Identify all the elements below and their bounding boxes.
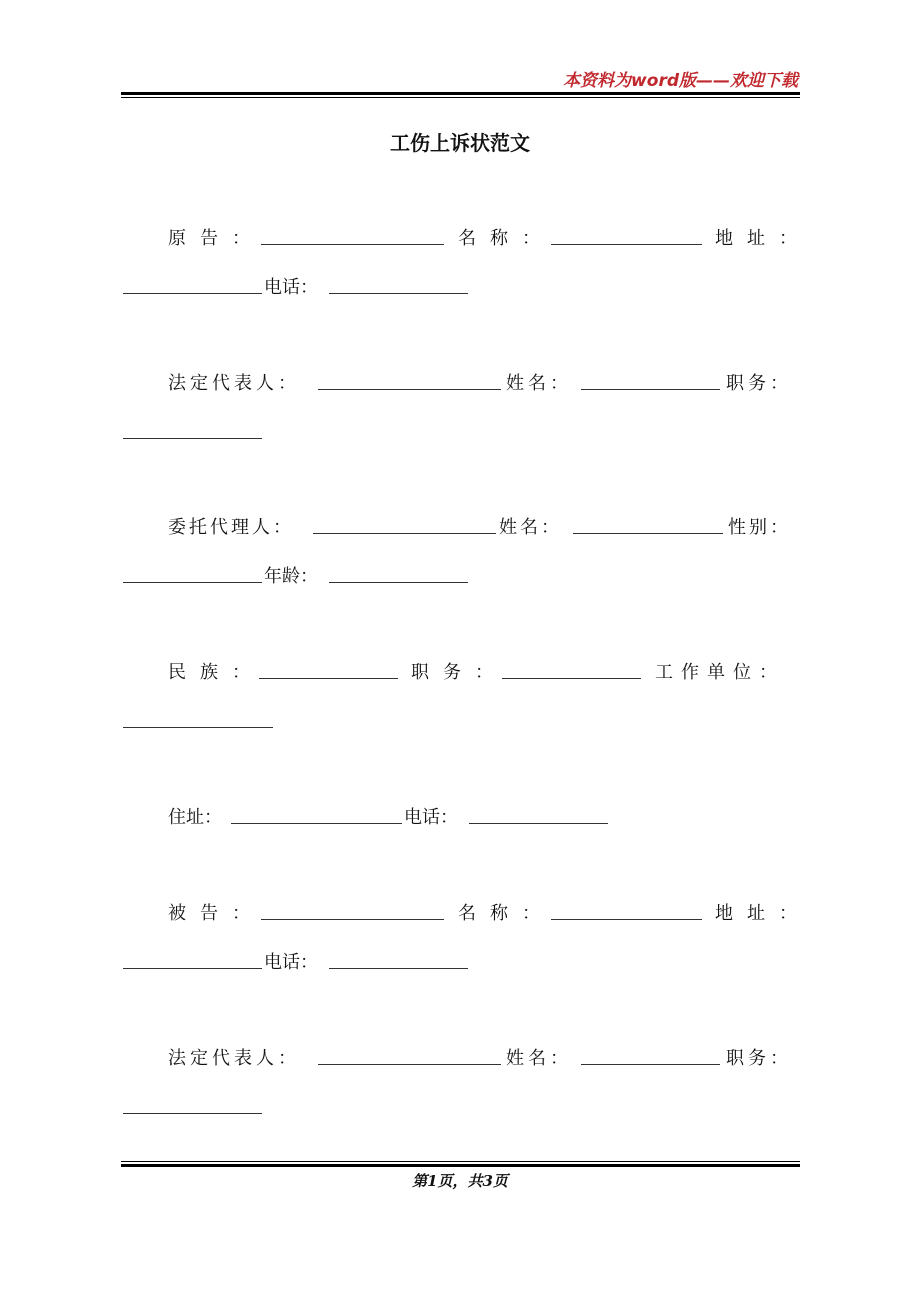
plaintiff-rep-name-blank[interactable]	[581, 389, 720, 390]
defendant-rep-position-label: 职务：	[726, 1048, 792, 1069]
ethnicity-blank[interactable]	[259, 678, 398, 679]
workplace-blank[interactable]	[123, 727, 273, 728]
plaintiff-rep-label: 法定代表人：	[168, 373, 300, 394]
defendant-rep-name-blank[interactable]	[581, 1064, 720, 1065]
plaintiff-phone-label: 电话：	[264, 277, 318, 298]
defendant-name-blank[interactable]	[551, 919, 702, 920]
agent-address-blank[interactable]	[231, 823, 402, 824]
agent-gender-blank[interactable]	[123, 582, 262, 583]
footer-rule-thin	[121, 1161, 800, 1162]
defendant-rep-blank[interactable]	[318, 1064, 501, 1065]
agent-detail-line-2	[0, 707, 920, 733]
defendant-rep-name-label: 姓名：	[506, 1048, 572, 1069]
plaintiff-address-label: 地址：	[715, 228, 811, 249]
page-number: 第1页，共3页	[412, 1172, 508, 1190]
ethnicity-label: 民族：	[168, 662, 264, 683]
defendant-address-label: 地址：	[715, 903, 811, 924]
agent-address-label: 住址：	[168, 807, 222, 828]
agent-position-blank[interactable]	[502, 678, 641, 679]
defendant-rep-line	[0, 1044, 920, 1070]
defendant-rep-line-2	[0, 1093, 920, 1119]
plaintiff-name-label: 名称：	[458, 228, 554, 249]
defendant-line-2	[0, 948, 920, 974]
plaintiff-line	[0, 224, 920, 250]
agent-name-label: 姓名：	[499, 517, 562, 538]
agent-phone-label: 电话：	[404, 807, 458, 828]
plaintiff-rep-position-label: 职务：	[726, 373, 792, 394]
defendant-rep-label: 法定代表人：	[168, 1048, 300, 1069]
plaintiff-rep-name-label: 姓名：	[506, 373, 572, 394]
plaintiff-name-blank[interactable]	[551, 244, 702, 245]
workplace-label: 工作单位：	[655, 662, 785, 683]
defendant-label: 被告：	[168, 903, 264, 924]
agent-age-label: 年龄：	[264, 566, 318, 587]
defendant-blank[interactable]	[261, 919, 444, 920]
agent-age-blank[interactable]	[329, 582, 468, 583]
agent-line	[0, 513, 920, 539]
plaintiff-rep-blank[interactable]	[318, 389, 501, 390]
agent-phone-blank[interactable]	[469, 823, 608, 824]
plaintiff-rep-line	[0, 369, 920, 395]
agent-blank[interactable]	[313, 533, 496, 534]
agent-detail-line	[0, 658, 920, 684]
document-title: 工伤上诉状范文	[390, 131, 530, 155]
plaintiff-address-blank[interactable]	[123, 293, 262, 294]
defendant-rep-position-blank[interactable]	[123, 1113, 262, 1114]
defendant-line	[0, 899, 920, 925]
plaintiff-line-2	[0, 273, 920, 299]
defendant-address-blank[interactable]	[123, 968, 262, 969]
agent-address-line	[0, 803, 920, 829]
plaintiff-label: 原告：	[168, 228, 264, 249]
header-rule-thick	[121, 92, 800, 95]
plaintiff-rep-position-blank[interactable]	[123, 438, 262, 439]
agent-position-label: 职务：	[411, 662, 507, 683]
agent-label: 委托代理人：	[168, 517, 294, 538]
footer-rule-thick	[121, 1164, 800, 1167]
plaintiff-blank[interactable]	[261, 244, 444, 245]
defendant-phone-blank[interactable]	[329, 968, 468, 969]
agent-name-blank[interactable]	[573, 533, 723, 534]
agent-gender-label: 性别：	[728, 517, 791, 538]
header-rule-thin	[121, 97, 800, 98]
agent-line-2	[0, 562, 920, 588]
defendant-phone-label: 电话：	[264, 952, 318, 973]
plaintiff-phone-blank[interactable]	[329, 293, 468, 294]
header-banner: 本资料为word版——欢迎下载	[563, 71, 798, 91]
defendant-name-label: 名称：	[458, 903, 554, 924]
plaintiff-rep-line-2	[0, 418, 920, 444]
